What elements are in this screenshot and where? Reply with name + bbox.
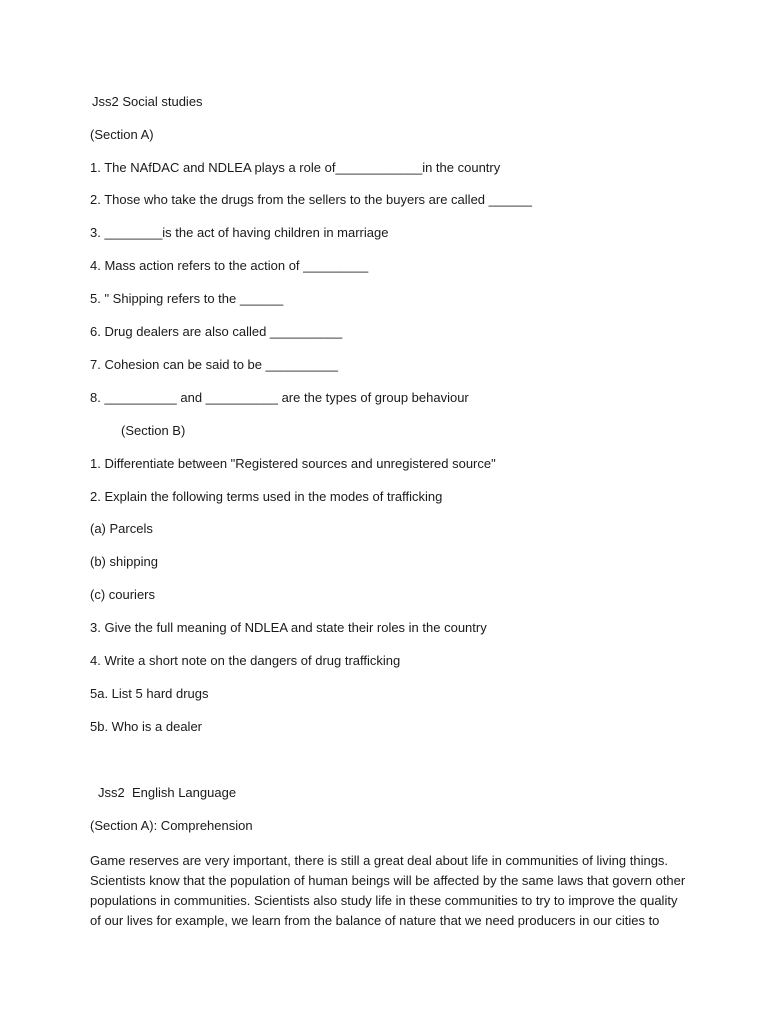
question-a5: 5. " Shipping refers to the ______	[90, 291, 284, 306]
question-b2: 2. Explain the following terms used in the modes of trafficking	[90, 489, 443, 504]
question-b2a: (a) Parcels	[90, 521, 153, 536]
english-section-a-heading: (Section A): Comprehension	[90, 818, 253, 833]
question-a3: 3. ________is the act of having children in marriage	[90, 225, 389, 240]
english-title: Jss2 English Language	[98, 785, 237, 800]
question-b1: 1. Differentiate between "Registered sources and unregistered source"	[90, 456, 496, 471]
question-b2c: (c) couriers	[90, 587, 156, 602]
question-a4: 4. Mass action refers to the action of _________	[90, 258, 369, 273]
section-a-heading: (Section A)	[90, 127, 154, 142]
question-b5b: 5b. Who is a dealer	[90, 719, 203, 734]
social-studies-title: Jss2 Social studies	[92, 94, 203, 109]
question-b4: 4. Write a short note on the dangers of drug trafficking	[90, 653, 401, 668]
passage-line: populations in communities. Scientists also study life in these communities to try to improve the quality	[90, 893, 678, 908]
question-a2: 2. Those who take the drugs from the sellers to the buyers are called ______	[90, 192, 533, 207]
section-b-heading: (Section B)	[121, 423, 186, 438]
passage-line: of our lives for example, we learn from the balance of nature that we need producers in our cities to	[90, 913, 660, 928]
comprehension-passage	[90, 851, 690, 931]
question-a1: 1. The NAfDAC and NDLEA plays a role of____________in the country	[90, 160, 501, 175]
question-b5a: 5a. List 5 hard drugs	[90, 686, 209, 701]
question-b2b: (b) shipping	[90, 554, 158, 569]
question-a8: 8. __________ and __________ are the types of group behaviour	[90, 390, 469, 405]
passage-line: Scientists know that the population of human beings will be affected by the same laws that govern other	[90, 873, 686, 888]
passage-line: Game reserves are very important, there is still a great deal about life in communities of living things.	[90, 853, 669, 868]
question-a6: 6. Drug dealers are also called __________	[90, 324, 343, 339]
question-a7: 7. Cohesion can be said to be __________	[90, 357, 338, 372]
question-b3: 3. Give the full meaning of NDLEA and state their roles in the country	[90, 620, 487, 635]
